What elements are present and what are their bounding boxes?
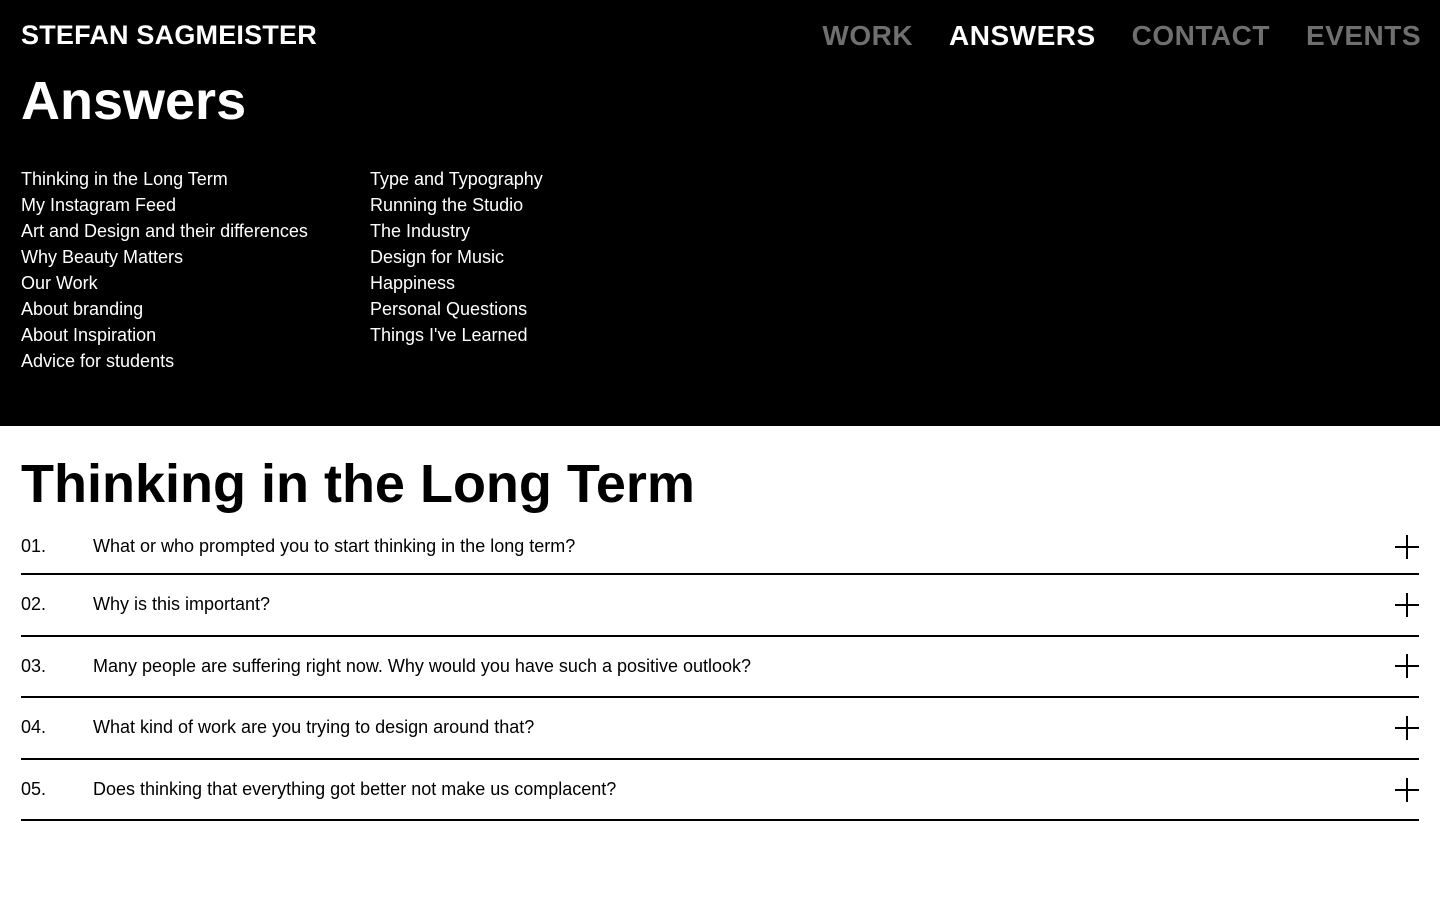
section-title: Thinking in the Long Term [21,454,695,514]
topic-link[interactable]: Thinking in the Long Term [21,169,228,189]
question-text: What kind of work are you trying to design around that? [93,717,535,738]
question-text: Does thinking that everything got better not make us complacent? [93,779,617,800]
question-row[interactable] [21,698,1419,760]
plus-icon[interactable] [1395,535,1419,559]
nav-contact[interactable]: CONTACT [1131,20,1270,51]
topic-column-2 [370,166,543,374]
question-text: Why is this important? [93,594,271,615]
nav-events[interactable]: EVENTS [1305,20,1421,51]
question-number: 02. [21,594,47,615]
header-area [0,0,1440,426]
question-row[interactable] [21,637,1419,699]
topic-link[interactable]: About branding [21,299,144,319]
topic-link[interactable]: Happiness [370,273,456,293]
main-content [0,426,1440,821]
topic-link[interactable]: Running the Studio [370,195,524,215]
plus-icon[interactable] [1395,654,1419,678]
main-nav [822,20,1421,52]
topic-link[interactable]: Design for Music [370,247,505,267]
question-row[interactable] [21,520,1419,575]
topic-link[interactable]: Type and Typography [370,169,543,189]
topic-link[interactable]: Our Work [21,273,98,293]
topic-link[interactable]: About Inspiration [21,325,157,345]
topic-link[interactable]: Art and Design and their differences [21,221,308,241]
question-text: What or who prompted you to start thinking in the long term? [93,536,576,556]
question-text: Many people are suffering right now. Why would you have such a positive outlook? [93,655,752,676]
topic-link[interactable]: Things I've Learned [370,325,528,345]
question-number: 05. [21,779,47,800]
topic-link[interactable]: Advice for students [21,351,175,371]
topic-link[interactable]: My Instagram Feed [21,195,177,215]
topic-link[interactable]: Why Beauty Matters [21,247,184,267]
page-title: Answers [21,71,247,131]
plus-icon[interactable] [1395,778,1419,802]
nav-answers[interactable]: ANSWERS [949,20,1096,51]
question-accordion [21,520,1419,821]
question-number: 03. [21,655,47,676]
plus-icon[interactable] [1395,716,1419,740]
question-number: 01. [21,536,47,556]
plus-icon[interactable] [1395,593,1419,617]
topic-link[interactable]: Personal Questions [370,299,528,319]
question-row[interactable] [21,575,1419,637]
question-row[interactable] [21,760,1419,822]
topic-list [21,166,543,374]
topic-column-1 [21,166,370,374]
topic-link[interactable]: The Industry [370,221,471,241]
brand-logo[interactable]: STEFAN SAGMEISTER [21,20,317,50]
question-number: 04. [21,717,47,738]
nav-work[interactable]: WORK [822,20,914,51]
